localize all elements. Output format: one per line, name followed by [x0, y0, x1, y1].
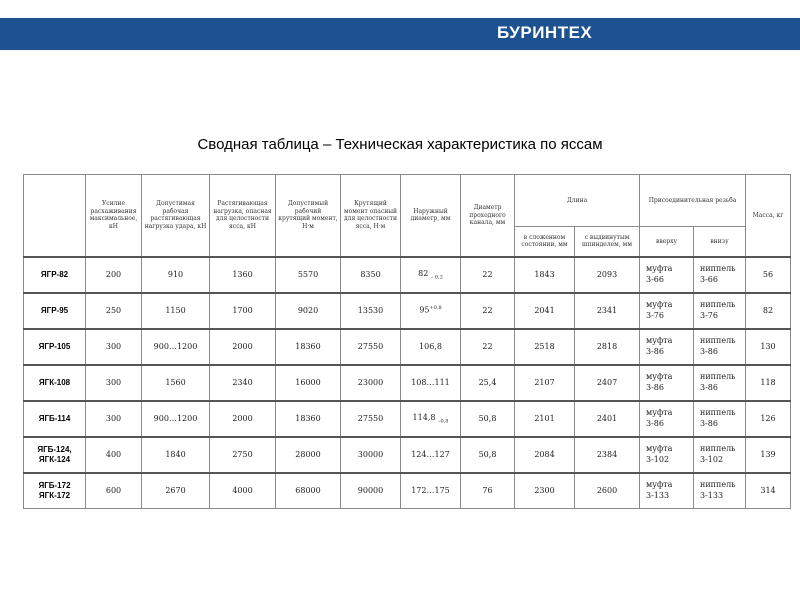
cell-mass: 118 — [746, 365, 791, 401]
thread-top-type: муфта — [646, 479, 673, 489]
specs-table — [23, 174, 791, 509]
col-header-torque: Допустимый рабочий крутящий момент, Н·м — [276, 175, 341, 257]
col-header-thread-top: вверху — [640, 227, 694, 257]
cell-torque: 28000 — [276, 437, 341, 473]
row-name-line-1: ЯГБ-172 — [38, 480, 71, 490]
cell-tensile: 4000 — [210, 473, 276, 509]
cell-thread-bottom — [694, 329, 746, 365]
thread-top-type: муфта — [646, 407, 673, 417]
cell-length-open: 2600 — [575, 473, 640, 509]
col-header-bore-diameter: Диаметр проходного канала, мм — [461, 175, 515, 257]
cell-length-closed: 2107 — [515, 365, 575, 401]
outer-diameter-tolerance: – 0,2 — [430, 274, 443, 281]
cell-length-closed: 2041 — [515, 293, 575, 329]
cell-max-torque: 27550 — [341, 329, 401, 365]
outer-diameter-value: 95 — [419, 305, 430, 315]
thread-top-size: 3-76 — [646, 310, 664, 320]
cell-bore-diameter: 22 — [461, 329, 515, 365]
cell-tensile: 1360 — [210, 257, 276, 293]
cell-work-load: 900…1200 — [142, 401, 210, 437]
table-row — [24, 293, 791, 329]
cell-torque: 18360 — [276, 329, 341, 365]
thread-bottom-size: 3-86 — [700, 382, 718, 392]
cell-torque: 18360 — [276, 401, 341, 437]
cell-thread-top — [640, 257, 694, 293]
table-row — [24, 257, 791, 293]
cell-thread-bottom — [694, 437, 746, 473]
cell-mass: 139 — [746, 437, 791, 473]
cell-force: 200 — [86, 257, 142, 293]
outer-diameter-value: 114,8 — [412, 412, 436, 422]
cell-max-torque: 90000 — [341, 473, 401, 509]
cell-work-load: 1840 — [142, 437, 210, 473]
cell-thread-bottom — [694, 473, 746, 509]
row-name: ЯГК-108 — [24, 365, 86, 401]
table-row — [24, 437, 791, 473]
cell-tensile: 2000 — [210, 329, 276, 365]
col-header-mass: Масса, кг — [746, 175, 791, 257]
thread-top-size: 3-86 — [646, 346, 664, 356]
page-title: Сводная таблица – Техническая характеристика по яссам — [197, 136, 603, 153]
cell-max-torque: 27550 — [341, 401, 401, 437]
thread-bottom-size: 3-102 — [700, 454, 724, 464]
thread-top-size: 3-133 — [646, 490, 670, 500]
thread-top-size: 3-102 — [646, 454, 670, 464]
col-header-length-closed: в сложенном состоянии, мм — [515, 227, 575, 257]
col-header-length: Длина — [515, 175, 640, 227]
col-header-length-open: с выдвинутым шпинделем, мм — [575, 227, 640, 257]
col-header-thread-bottom: внизу — [694, 227, 746, 257]
cell-thread-top — [640, 437, 694, 473]
cell-length-open: 2818 — [575, 329, 640, 365]
col-header-work-load: Допустимая рабочая растягивающая нагрузка удара, кН — [142, 175, 210, 257]
cell-bore-diameter: 22 — [461, 293, 515, 329]
cell-bore-diameter: 22 — [461, 257, 515, 293]
cell-length-closed: 2518 — [515, 329, 575, 365]
cell-length-open: 2384 — [575, 437, 640, 473]
row-name — [24, 437, 86, 473]
cell-work-load: 2670 — [142, 473, 210, 509]
thread-bottom-type: ниппель — [700, 263, 736, 273]
cell-torque: 16000 — [276, 365, 341, 401]
thread-top-type: муфта — [646, 335, 673, 345]
cell-force: 300 — [86, 365, 142, 401]
thread-bottom-type: ниппель — [700, 479, 736, 489]
cell-force: 300 — [86, 401, 142, 437]
cell-length-open: 2341 — [575, 293, 640, 329]
cell-thread-bottom — [694, 365, 746, 401]
col-header-max-torque: Крутящий момент опасный для целостности ясса, Н·м — [341, 175, 401, 257]
cell-mass: 130 — [746, 329, 791, 365]
row-name: ЯГР-95 — [24, 293, 86, 329]
cell-mass: 56 — [746, 257, 791, 293]
cell-torque: 5570 — [276, 257, 341, 293]
cell-length-closed: 1843 — [515, 257, 575, 293]
cell-mass: 82 — [746, 293, 791, 329]
thread-bottom-size: 3-133 — [700, 490, 724, 500]
table-row — [24, 401, 791, 437]
cell-length-open: 2093 — [575, 257, 640, 293]
cell-max-torque: 23000 — [341, 365, 401, 401]
cell-outer-diameter: 106,8 — [401, 329, 461, 365]
cell-max-torque: 13530 — [341, 293, 401, 329]
cell-force: 600 — [86, 473, 142, 509]
cell-thread-top — [640, 293, 694, 329]
thread-top-type: муфта — [646, 299, 673, 309]
col-header-outer-diameter: Наружный диаметр, мм — [401, 175, 461, 257]
row-name — [24, 473, 86, 509]
cell-mass: 314 — [746, 473, 791, 509]
cell-thread-top — [640, 401, 694, 437]
cell-thread-top — [640, 473, 694, 509]
outer-diameter-value: 82 — [418, 268, 429, 278]
outer-diameter-tolerance: –0,8 — [438, 418, 449, 425]
col-header-force: Усилие расхаживания максимальное, кН — [86, 175, 142, 257]
cell-thread-top — [640, 329, 694, 365]
thread-top-size: 3-86 — [646, 382, 664, 392]
cell-length-closed: 2101 — [515, 401, 575, 437]
cell-work-load: 1150 — [142, 293, 210, 329]
cell-force: 400 — [86, 437, 142, 473]
cell-outer-diameter — [401, 401, 461, 437]
cell-outer-diameter: 172…175 — [401, 473, 461, 509]
row-name: ЯГР-82 — [24, 257, 86, 293]
thread-top-type: муфта — [646, 443, 673, 453]
cell-max-torque: 8350 — [341, 257, 401, 293]
thread-bottom-type: ниппель — [700, 299, 736, 309]
cell-length-closed: 2084 — [515, 437, 575, 473]
cell-mass: 126 — [746, 401, 791, 437]
brand-logo-text: БУРИНТЕХ — [497, 23, 593, 42]
cell-length-open: 2401 — [575, 401, 640, 437]
thread-top-size: 3-66 — [646, 274, 664, 284]
header-bar — [0, 18, 800, 50]
cell-torque: 9020 — [276, 293, 341, 329]
cell-length-closed: 2300 — [515, 473, 575, 509]
cell-length-open: 2407 — [575, 365, 640, 401]
row-name-line-1: ЯГБ-124, — [37, 444, 72, 454]
cell-tensile: 2750 — [210, 437, 276, 473]
cell-bore-diameter: 50,8 — [461, 401, 515, 437]
cell-work-load: 900…1200 — [142, 329, 210, 365]
cell-outer-diameter: 108…111 — [401, 365, 461, 401]
col-header-tensile: Растягивающая нагрузка, опасная для целостности ясса, кН — [210, 175, 276, 257]
cell-outer-diameter: 124…127 — [401, 437, 461, 473]
cell-force: 250 — [86, 293, 142, 329]
thread-top-size: 3-86 — [646, 418, 664, 428]
thread-bottom-type: ниппель — [700, 407, 736, 417]
cell-thread-bottom — [694, 293, 746, 329]
outer-diameter-tolerance: +0,8 — [429, 305, 442, 312]
cell-bore-diameter: 76 — [461, 473, 515, 509]
thread-bottom-size: 3-66 — [700, 274, 718, 284]
cell-thread-top — [640, 365, 694, 401]
row-name-line-2: ЯГК-172 — [38, 490, 71, 500]
cell-force: 300 — [86, 329, 142, 365]
cell-tensile: 2000 — [210, 401, 276, 437]
thread-bottom-type: ниппель — [700, 335, 736, 345]
cell-bore-diameter: 25,4 — [461, 365, 515, 401]
thread-bottom-type: ниппель — [700, 371, 736, 381]
cell-work-load: 910 — [142, 257, 210, 293]
row-name-line-2: ЯГК-124 — [38, 454, 71, 464]
cell-tensile: 2340 — [210, 365, 276, 401]
thread-bottom-size: 3-76 — [700, 310, 718, 320]
thread-top-type: муфта — [646, 371, 673, 381]
row-name: ЯГР-105 — [24, 329, 86, 365]
cell-thread-bottom — [694, 401, 746, 437]
cell-outer-diameter — [401, 257, 461, 293]
table-row — [24, 365, 791, 401]
cell-tensile: 1700 — [210, 293, 276, 329]
cell-bore-diameter: 50,8 — [461, 437, 515, 473]
cell-torque: 68000 — [276, 473, 341, 509]
row-name: ЯГБ-114 — [24, 401, 86, 437]
table-row — [24, 473, 791, 509]
cell-work-load: 1560 — [142, 365, 210, 401]
cell-max-torque: 30000 — [341, 437, 401, 473]
thread-bottom-size: 3-86 — [700, 346, 718, 356]
header-empty-cell — [24, 175, 86, 257]
thread-bottom-size: 3-86 — [700, 418, 718, 428]
col-header-thread: Присоединительная резьба — [640, 175, 746, 227]
thread-bottom-type: ниппель — [700, 443, 736, 453]
cell-thread-bottom — [694, 257, 746, 293]
table-row — [24, 329, 791, 365]
cell-outer-diameter — [401, 293, 461, 329]
thread-top-type: муфта — [646, 263, 673, 273]
